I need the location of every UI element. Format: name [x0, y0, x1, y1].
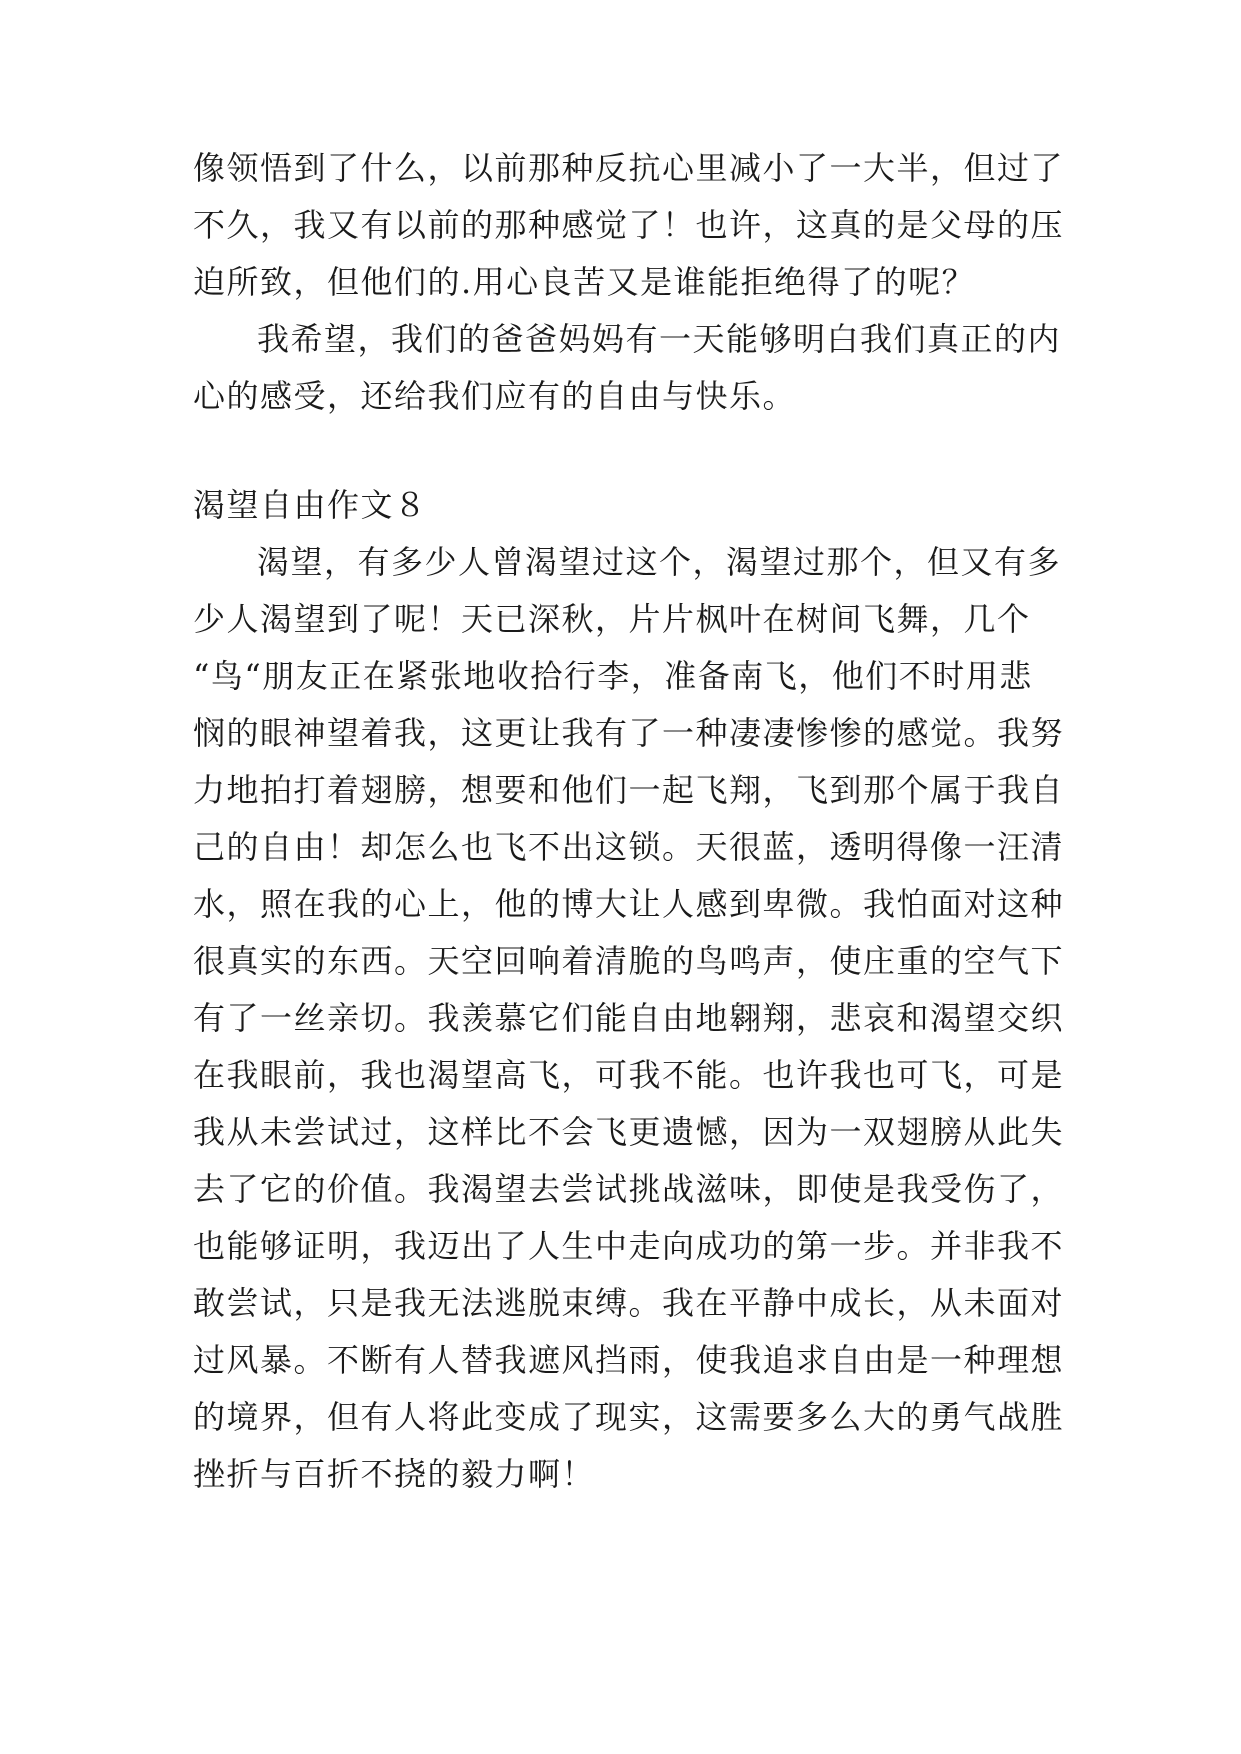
paragraph-line: 在我眼前，我也渴望高飞，可我不能。也许我也可飞，可是: [193, 1056, 1065, 1094]
paragraph-line: 像领悟到了什么，以前那种反抗心里减小了一大半，但过了: [193, 149, 1065, 187]
paragraph-line: 也能够证明，我迈出了人生中走向成功的第一步。并非我不: [193, 1227, 1065, 1265]
paragraph-line: 挫折与百折不挠的毅力啊！: [193, 1455, 596, 1493]
paragraph-line: 的境界，但有人将此变成了现实，这需要多么大的勇气战胜: [193, 1398, 1065, 1436]
paragraph-line: 己的自由！却怎么也飞不出这锁。天很蓝，透明得像一汪清: [193, 828, 1065, 866]
paragraph-line: 迫所致，但他们的.用心良苦又是谁能拒绝得了的呢？: [193, 263, 976, 301]
section-heading: 渴望自由作文８: [193, 486, 428, 524]
paragraph-line: 心的感受，还给我们应有的自由与快乐。: [193, 377, 797, 415]
paragraph-line: 敢尝试，只是我无法逃脱束缚。我在平静中成长，从未面对: [193, 1284, 1065, 1322]
paragraph-line: 我从未尝试过，这样比不会飞更遗憾，因为一双翅膀从此失: [193, 1113, 1065, 1151]
paragraph-line: 很真实的东西。天空回响着清脆的鸟鸣声，使庄重的空气下: [193, 942, 1065, 980]
paragraph-line: 少人渴望到了呢！天已深秋，片片枫叶在树间飞舞，几个: [193, 600, 1031, 638]
paragraph-line: 去了它的价值。我渴望去尝试挑战滋味，即使是我受伤了，: [193, 1170, 1065, 1208]
paragraph-line: 水，照在我的心上，他的博大让人感到卑微。我怕面对这种: [193, 885, 1065, 923]
paragraph-line: 悯的眼神望着我，这更让我有了一种凄凄惨惨的感觉。我努: [193, 714, 1065, 752]
paragraph-line: “鸟“朋友正在紧张地收拾行李，准备南飞，他们不时用悲: [193, 657, 1033, 695]
paragraph-line: 渴望，有多少人曾渴望过这个，渴望过那个，但又有多: [257, 543, 1062, 581]
paragraph-line: 力地拍打着翅膀，想要和他们一起飞翔，飞到那个属于我自: [193, 771, 1065, 809]
paragraph-line: 过风暴。不断有人替我遮风挡雨，使我追求自由是一种理想: [193, 1341, 1065, 1379]
paragraph-line: 不久，我又有以前的那种感觉了！也许，这真的是父母的压: [193, 206, 1065, 244]
paragraph-line: 我希望，我们的爸爸妈妈有一天能够明白我们真正的内: [257, 320, 1062, 358]
paragraph-line: 有了一丝亲切。我羡慕它们能自由地翱翔，悲哀和渴望交织: [193, 999, 1065, 1037]
